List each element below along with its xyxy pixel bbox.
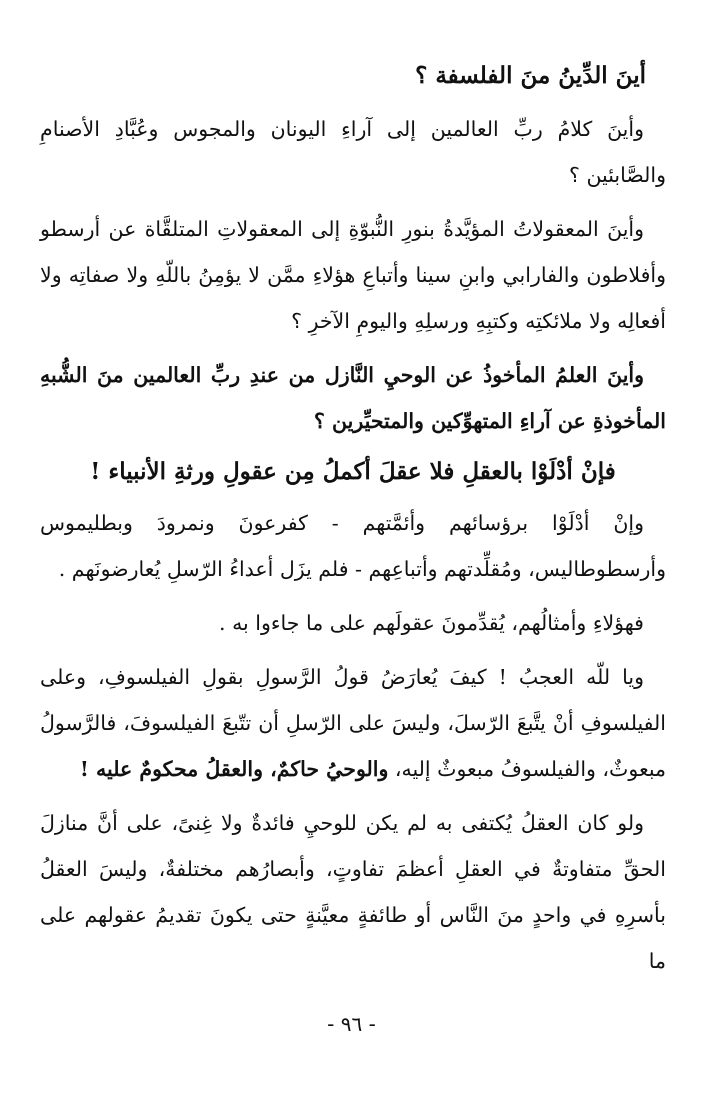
paragraph-greek-sources: وأينَ كلامُ ربِّ العالمين إلى آراءِ اليونان والمجوس وعُبَّادِ الأصنامِ والصَّابئين ؟: [40, 117, 666, 187]
paragraph-wonder-bold-tail: والوحيُ حاكمٌ، والعقلُ محكومٌ عليه !: [79, 757, 389, 781]
paragraph-wonder-text: ويا للّه العجبُ ! كيفَ يُعارَضُ قولُ الرَّسولِ بقولِ الفيلسوفِ، وعلى الفيلسوفِ أنْ يتَّبعَ الرّسلَ، وليسَ على الرّسلِ أن تتّبعَ الفيلسوفَ، فالرَّسولُ مبعوثٌ، والفيلسوفُ مبعوثٌ إليه،: [40, 665, 666, 781]
paragraph-these-people: فهؤلاءِ وأمثالُهم، يُقدِّمونَ عقولَهم على ما جاءوا به .: [219, 611, 644, 635]
page-body: [40, 56, 666, 992]
paragraph-leaders: وإنْ أدْلَوْا برؤسائهم وأئمَّتهم - كفرعونَ ونمرودَ وبطليموس وأرسطوطاليس، ومُقلِّدتهم وأتباعِهم - فلم يزَل أعداءُ الرّسلِ يُعارضونَهم .: [40, 511, 666, 581]
paragraph-reason-sufficiency: ولو كان العقلُ يُكتفى به لم يكن للوحيِ فائدةٌ ولا غِنىً، على أنَّ منازلَ الحقِّ متفاوتةٌ في العقلِ أعظمَ تفاوتٍ، وأبصارُهم مختلفةٌ، وليسَ العقلُ بأسرِهِ في واحدٍ منَ النَّاس أو طائفةٍ معيَّنةٍ حتى يكونَ تقديمُ عقولهم على ما: [40, 811, 666, 973]
page-number: - ٩٦ -: [327, 1012, 376, 1036]
section-heading: أينَ الدِّينُ منَ الفلسفة ؟: [415, 62, 646, 89]
subheading-reason: فإنْ أدْلَوْا بالعقلِ فلا عقلَ أكملُ مِن عقولِ ورثةِ الأنبياء !: [90, 458, 616, 485]
paragraph-wonder: [40, 654, 666, 792]
paragraph-philosophers: وأينَ المعقولاتُ المؤيَّدةُ بنورِ النُّبوّةِ إلى المعقولاتِ المتلقَّاة عن أرسطو وأفلاطون والفارابي وابنِ سينا وأتباعِ هؤلاءِ ممَّن لا يؤمِنُ باللّهِ ولا صفاتِه ولا أفعالِه ولا ملائكتِه وكتبِهِ ورسلِهِ واليومِ الآخرِ ؟: [40, 217, 666, 333]
paragraph-revelation-knowledge: وأينَ العلمُ المأخوذُ عن الوحيِ النَّازل من عندِ ربِّ العالمين منَ الشُّبهِ المأخوذةِ عن آراءِ المتهوِّكين والمتحيِّرين ؟: [40, 363, 666, 433]
